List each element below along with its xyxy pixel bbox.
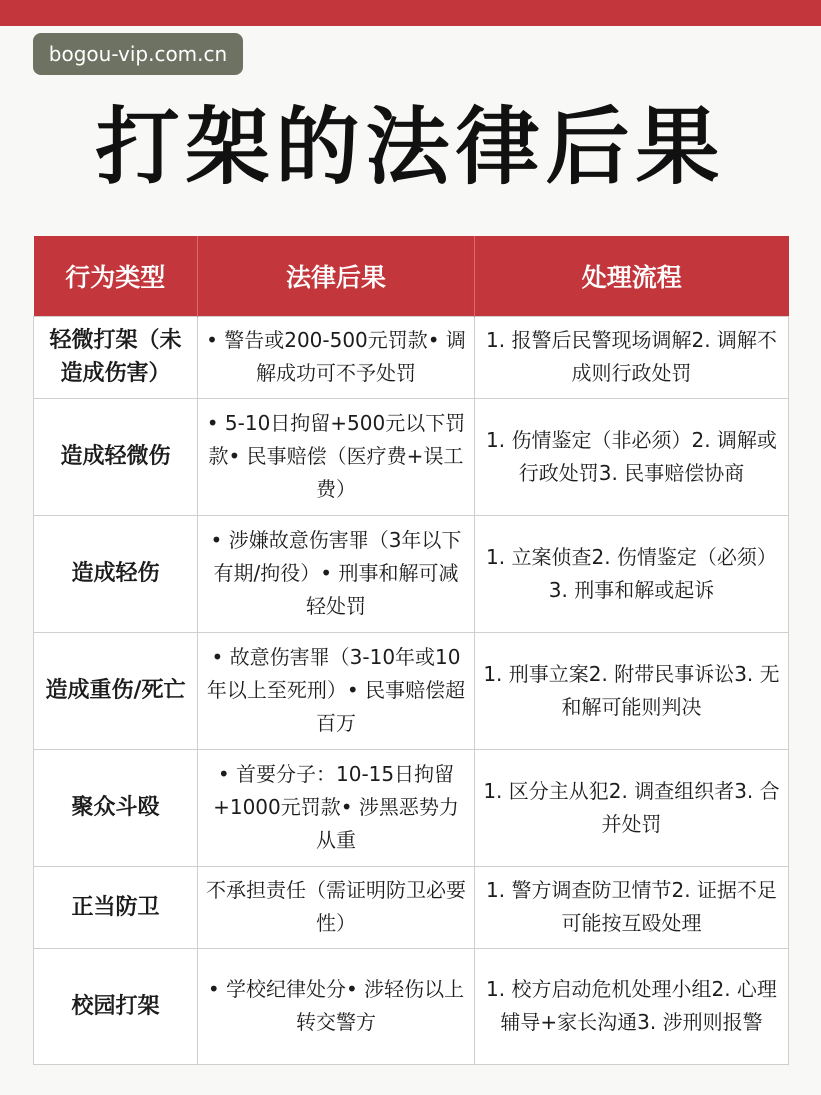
process-cell: 1. 刑事立案2. 附带民事诉讼3. 无和解可能则判决 [475,632,789,749]
table-row [34,316,789,398]
consequence-cell: • 5-10日拘留+500元以下罚款• 民事赔偿（医疗费+误工费） [198,398,475,515]
process-cell: 1. 伤情鉴定（非必须）2. 调解或行政处罚3. 民事赔偿协商 [475,398,789,515]
behavior-type-cell: 轻微打架（未造成伤害） [34,316,198,398]
watermark: bogou-vip.com.cn [33,33,243,75]
behavior-type-cell: 正当防卫 [34,866,198,948]
table-header-row [34,236,789,316]
top-accent-bar [0,0,821,26]
process-cell: 1. 报警后民警现场调解2. 调解不成则行政处罚 [475,316,789,398]
behavior-type-cell: 造成轻伤 [34,515,198,632]
header-legal-consequence: 法律后果 [198,236,475,316]
behavior-type-cell: 造成轻微伤 [34,398,198,515]
behavior-type-cell: 造成重伤/死亡 [34,632,198,749]
consequence-cell: • 首要分子：10-15日拘留+1000元罚款• 涉黑恶势力从重 [198,749,475,866]
behavior-type-cell: 校园打架 [34,948,198,1064]
table-row [34,866,789,948]
process-cell: 1. 区分主从犯2. 调查组织者3. 合并处罚 [475,749,789,866]
consequence-cell: • 故意伤害罪（3-10年或10年以上至死刑）• 民事赔偿超百万 [198,632,475,749]
process-cell: 1. 警方调查防卫情节2. 证据不足可能按互殴处理 [475,866,789,948]
table-row [34,749,789,866]
consequence-cell: • 涉嫌故意伤害罪（3年以下有期/拘役）• 刑事和解可减轻处罚 [198,515,475,632]
consequence-cell: • 学校纪律处分• 涉轻伤以上转交警方 [198,948,475,1064]
header-behavior-type: 行为类型 [34,236,198,316]
table-row [34,948,789,1064]
process-cell: 1. 校方启动危机处理小组2. 心理辅导+家长沟通3. 涉刑则报警 [475,948,789,1064]
process-cell: 1. 立案侦查2. 伤情鉴定（必须）3. 刑事和解或起诉 [475,515,789,632]
table-row [34,398,789,515]
legal-consequences-table [33,236,789,1065]
header-process: 处理流程 [475,236,789,316]
consequence-cell: • 警告或200-500元罚款• 调解成功可不予处罚 [198,316,475,398]
consequence-cell: 不承担责任（需证明防卫必要性） [198,866,475,948]
behavior-type-cell: 聚众斗殴 [34,749,198,866]
page-title: 打架的法律后果 [95,98,726,196]
table-row [34,515,789,632]
table-row [34,632,789,749]
